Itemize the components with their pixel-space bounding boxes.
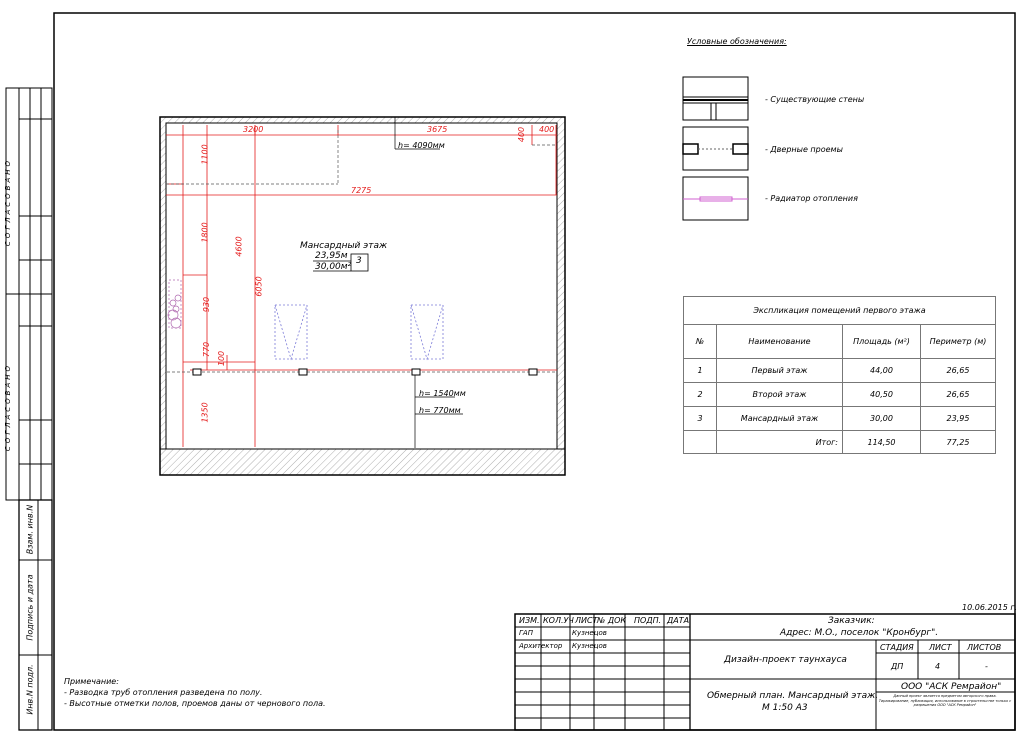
dim-3675: 3675 [427, 125, 448, 134]
dim-7275: 7275 [351, 186, 372, 195]
agreed-label-2: СОГЛАСОВАНО [4, 362, 12, 452]
tb-role-gap: ГАП [519, 629, 533, 637]
tb-header-date: ДАТА [667, 616, 690, 625]
tb-sheet-header: ЛИСТ [929, 643, 952, 652]
tb-company: ООО "АСК Ремрайон" [901, 682, 1002, 692]
legend-walls: - Существующие стены [765, 95, 865, 104]
dim-400-b: 400 [539, 125, 555, 134]
col-area: Площадь (м²) [843, 325, 921, 359]
agreed-label-1: СОГЛАСОВАНО [4, 157, 12, 247]
tb-header-podp: ПОДП. [634, 616, 662, 625]
dim-1350: 1350 [200, 402, 210, 423]
tb-header-list: ЛИСТ [575, 616, 598, 625]
cell: Мансардный этаж [717, 407, 843, 431]
cell: 44,00 [843, 359, 921, 383]
explication-title: Экспликация помещений первого этажа [684, 297, 996, 325]
tb-name-gap: Кузнецов [572, 629, 607, 637]
tb-address: Адрес: М.О., поселок "Кронбург". [780, 628, 939, 638]
total-label: Итог: [717, 431, 843, 454]
inv-orig-label: Инв.N подл. [25, 664, 35, 715]
col-perimeter: Периметр (м) [921, 325, 996, 359]
dim-770: 770 [202, 341, 212, 358]
legend-doors: - Дверные проемы [765, 145, 843, 154]
level-h4090: h= 4090мм [398, 141, 445, 150]
total-area: 114,50 [843, 431, 921, 454]
cell: 1 [684, 359, 717, 383]
legend-title: Условные обозначения: [687, 37, 787, 46]
cell: Второй этаж [717, 383, 843, 407]
tb-fine-print: Данный проект является предметом авторского права. Тиражирование, публикация, использование в строительстве только с разрешения ООО "АСК Ремрайон" [878, 694, 1012, 707]
legend-radiator: - Радиатор отопления [765, 194, 858, 203]
date-label: 10.06.2015 г. [962, 603, 1018, 612]
dim-1800: 1800 [200, 222, 210, 243]
cell: 3 [684, 407, 717, 431]
cell: 26,65 [921, 383, 996, 407]
tb-stage: ДП [891, 662, 904, 671]
col-name: Наименование [717, 325, 843, 359]
room-area: 30,00м² [315, 262, 352, 272]
tb-scale: М 1:50 А3 [762, 703, 808, 713]
dim-1100: 1100 [200, 144, 210, 165]
dim-930: 930 [202, 296, 212, 313]
tb-header-izm: ИЗМ. [519, 616, 540, 625]
inv-replace-label: Взам. инв.N [25, 504, 35, 555]
room-perimeter: 23,95м [315, 251, 348, 261]
tb-sheets-header: ЛИСТОВ [967, 643, 1002, 652]
cell: 2 [684, 383, 717, 407]
cell: 23,95 [921, 407, 996, 431]
tb-drawing-title: Обмерный план. Мансардный этаж. [707, 691, 879, 701]
tb-role-arch: Архитектор [519, 642, 563, 650]
cell: 40,50 [843, 383, 921, 407]
notes-line-1: - Разводка труб отопления разведена по полу. [64, 688, 263, 697]
room-title: Мансардный этаж [300, 241, 388, 251]
tb-sheets: - [985, 662, 988, 671]
tb-sheet: 4 [935, 662, 941, 671]
level-h770: h= 770мм [419, 406, 461, 415]
dim-3200: 3200 [243, 125, 264, 134]
tb-header-doc: № ДОК [597, 616, 627, 625]
tb-name-arch: Кузнецов [572, 642, 607, 650]
dim-4600: 4600 [234, 236, 244, 257]
col-number: № [684, 325, 717, 359]
sign-date-label: Подпись и дата [25, 574, 35, 641]
dim-100: 100 [217, 350, 227, 367]
notes-line-2: - Высотные отметки полов, проемов даны от чернового пола. [64, 699, 326, 708]
level-h1540: h= 1540мм [419, 389, 466, 398]
tb-header-kol: КОЛ.УЧ [543, 616, 574, 625]
tb-stage-header: СТАДИЯ [880, 643, 914, 652]
tb-customer-label: Заказчик: [828, 616, 875, 626]
notes-title: Примечание: [64, 677, 119, 686]
dim-6050: 6050 [254, 276, 264, 297]
tb-project: Дизайн-проект таунхауса [724, 655, 847, 665]
cell: 26,65 [921, 359, 996, 383]
room-number: 3 [356, 256, 362, 266]
total-perimeter: 77,25 [921, 431, 996, 454]
cell: 30,00 [843, 407, 921, 431]
dim-400-a: 400 [517, 126, 527, 143]
cell: Первый этаж [717, 359, 843, 383]
